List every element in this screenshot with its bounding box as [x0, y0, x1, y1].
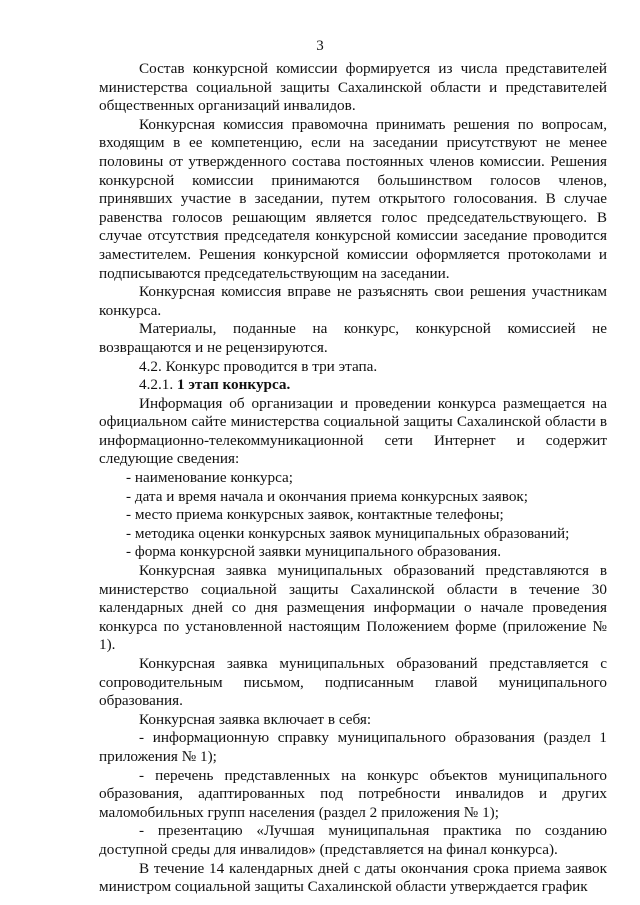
paragraph-materials: Материалы, поданные на конкурс, конкурсной комиссией не возвращаются и не рецензируются.: [99, 320, 607, 356]
paragraph-commission-explanations: Конкурсная комиссия вправе не разъяснять свои решения участникам конкурса.: [99, 283, 607, 319]
application-list-item: - перечень представленных на конкурс объектов муниципального образования, адаптированных под потребности инвалидов и других маломобильных групп населения (раздел 2 приложения № 1);: [99, 766, 607, 821]
paragraph-application-letter: Конкурсная заявка муниципальных образований представляется с сопроводительным письмом, подписанным главой муниципального образования.: [99, 655, 607, 710]
paragraph-stages: 4.2. Конкурс проводится в три этапа.: [139, 357, 378, 375]
paragraph-commission-authority: Конкурсная комиссия правомочна принимать решения по вопросам, входящим в ее компетенцию, если на заседании присутствуют не менее половины от утвержденного состава постоянных членов комиссии. Решения конкурсной комиссии принимаются большинством голосов членов, принявших участие в заседании, путем открытого голосования. В случае равенства голосов решающим является голос председательствующего. В случае отсутствия председателя конкурсной комиссии заседание проводится заместителем. Решения конкурсной комиссии оформляется протоколами и подписываются председательствующим на заседании.: [99, 115, 607, 282]
application-list-item: - информационную справку муниципального образования (раздел 1 приложения № 1);: [99, 729, 607, 765]
paragraph-application-includes: Конкурсная заявка включает в себя:: [139, 710, 372, 728]
application-list-item: - презентацию «Лучшая муниципальная практика по созданию доступной среды для инвалидов» (представляется на финал конкурса).: [99, 822, 607, 858]
info-list-item: - форма конкурсной заявки муниципального образования.: [126, 543, 502, 561]
stage-title: 1 этап конкурса.: [176, 376, 291, 394]
document-body: [99, 60, 607, 897]
info-list-item: - методика оценки конкурсных заявок муниципальных образований;: [126, 524, 570, 542]
info-list-item: - дата и время начала и окончания приема конкурсных заявок;: [126, 487, 529, 505]
paragraph-info: Информация об организации и проведении конкурса размещается на официальном сайте министерства социальной защиты Сахалинской области в информационно-телекоммуникационной сети Интернет и содержит следующие сведения:: [99, 394, 607, 468]
paragraph-final: В течение 14 календарных дней с даты окончания срока приема заявок министром социальной защиты Сахалинской области утверждается график: [99, 859, 607, 896]
paragraph-application-submission: Конкурсная заявка муниципальных образований представляются в министерство социальной защиты Сахалинской области в течение 30 календарных дней со дня размещения информации о начале проведения конкурса по установленной настоящим Положением форме (приложение № 1).: [99, 562, 607, 654]
stage-heading: [99, 376, 607, 395]
paragraph-commission-composition: Состав конкурсной комиссии формируется из числа представителей министерства социальной защиты Сахалинской области и представителей общественных организаций инвалидов.: [99, 60, 607, 115]
info-list-item: - место приема конкурсных заявок, контактные телефоны;: [126, 506, 504, 524]
info-list-item: - наименование конкурса;: [126, 469, 293, 487]
stage-number: 4.2.1.: [139, 376, 174, 394]
page-number: 3: [316, 38, 324, 54]
